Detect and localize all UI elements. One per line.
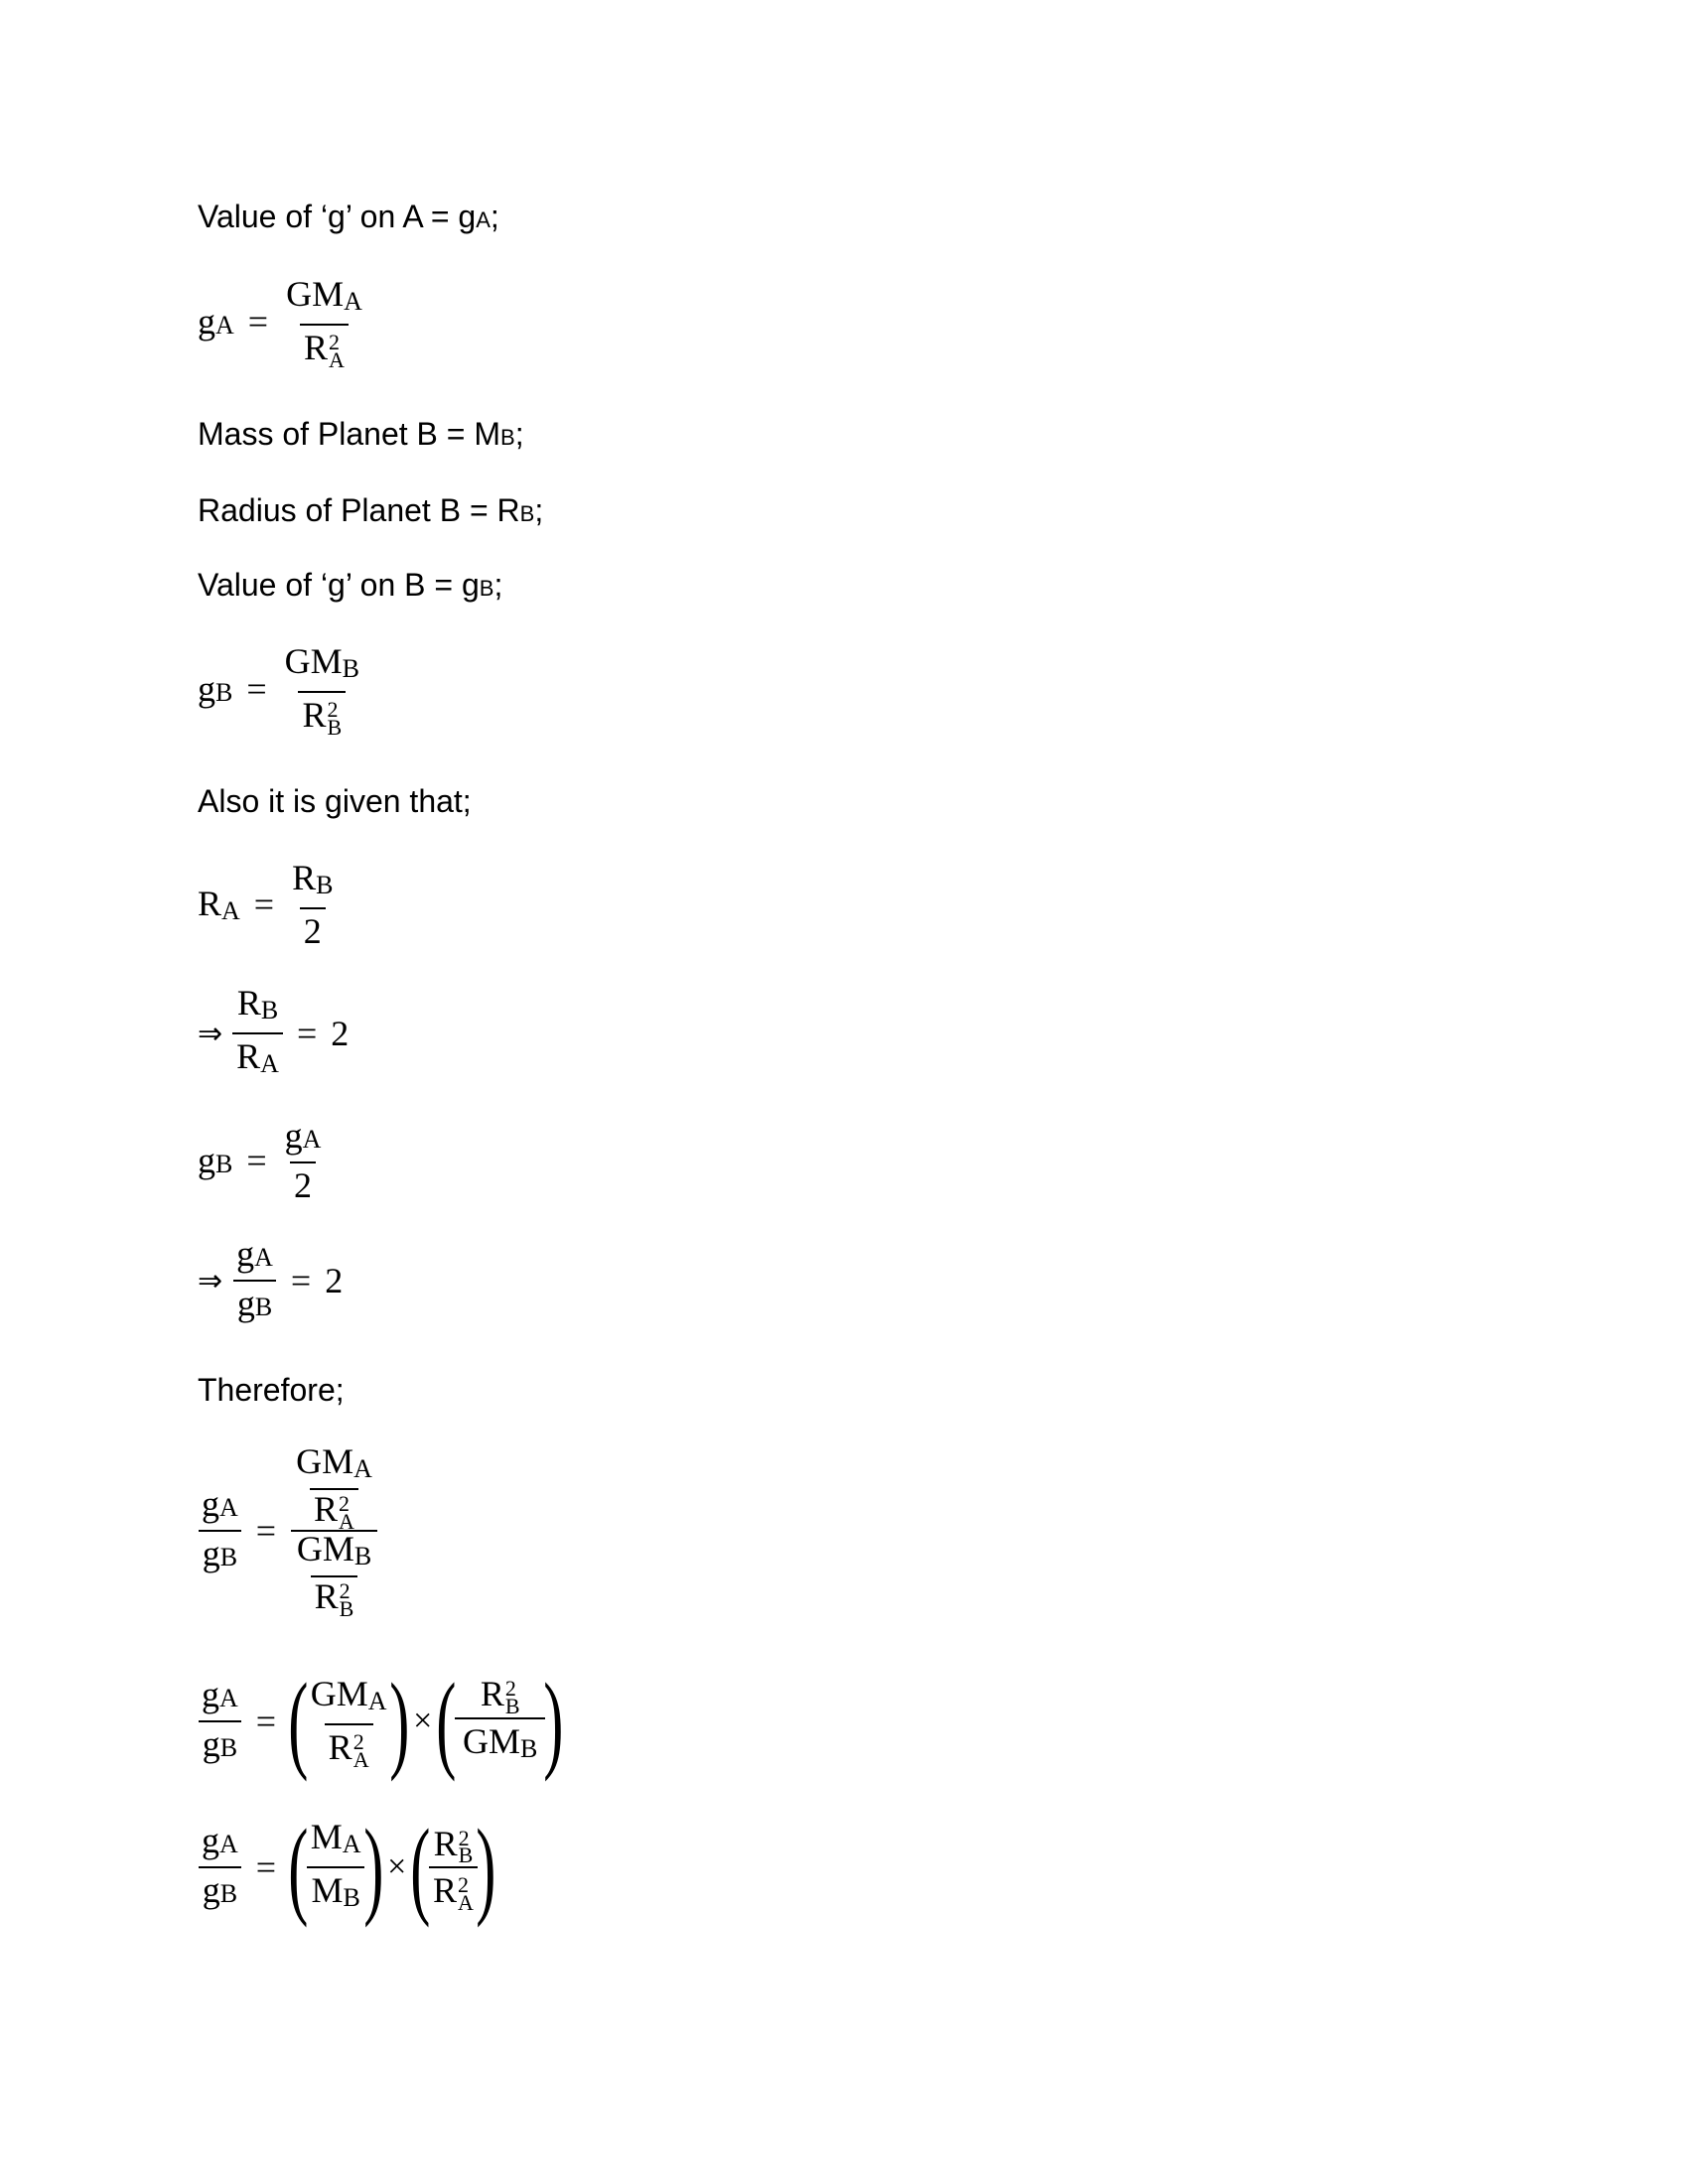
numerator: gA bbox=[202, 1675, 238, 1714]
numerator: MA bbox=[310, 1817, 361, 1858]
text-suffix: ; bbox=[514, 416, 524, 452]
equation-gA-definition bbox=[198, 274, 366, 372]
fraction bbox=[429, 1823, 478, 1915]
fraction bbox=[281, 1116, 326, 1205]
value-two: 2 bbox=[331, 1014, 350, 1053]
inner-fraction-bottom: GMB R 2 B bbox=[296, 1529, 372, 1622]
numerator: R 2 B bbox=[433, 1823, 474, 1868]
right-paren: ) bbox=[362, 1807, 383, 1928]
denominator: MB bbox=[307, 1866, 363, 1918]
right-paren: ) bbox=[543, 1661, 564, 1782]
equals-sign: = bbox=[253, 885, 275, 924]
equation-gB-gA-relation bbox=[198, 1116, 325, 1205]
denominator: R 2 A bbox=[300, 324, 349, 368]
numerator: RB bbox=[236, 983, 279, 1024]
text-content: Also it is given that; bbox=[198, 783, 472, 819]
fraction bbox=[288, 858, 337, 951]
denominator: gB bbox=[199, 1866, 241, 1914]
equals-sign: = bbox=[255, 1847, 277, 1887]
text-therefore bbox=[198, 1370, 345, 1410]
symbol-gB: gB bbox=[198, 1141, 233, 1180]
equation-gB-definition bbox=[198, 641, 363, 740]
times-sign: × bbox=[387, 1848, 407, 1885]
numerator: gA bbox=[236, 1234, 273, 1274]
equals-sign: = bbox=[246, 668, 267, 709]
equation-mass-radius-ratio bbox=[198, 1807, 496, 1928]
text-prefix: Value of ‘g’ on B = g bbox=[198, 567, 480, 603]
implies-arrow-icon: ⇒ bbox=[198, 1263, 223, 1298]
left-paren: ( bbox=[436, 1661, 457, 1782]
equals-sign: = bbox=[247, 301, 269, 341]
fraction bbox=[232, 983, 283, 1084]
denominator: 2 bbox=[290, 1161, 316, 1205]
equation-compound-fraction bbox=[198, 1441, 378, 1622]
text-prefix: Value of ‘g’ on A = g bbox=[198, 199, 477, 234]
denominator: gB bbox=[199, 1720, 241, 1768]
equals-sign: = bbox=[296, 1014, 318, 1053]
fraction bbox=[455, 1674, 545, 1768]
text-subscript: B bbox=[519, 501, 535, 526]
right-paren: ) bbox=[388, 1661, 409, 1782]
equation-RA-RB-relation bbox=[198, 858, 337, 951]
left-paren: ( bbox=[410, 1807, 431, 1928]
equation-g-ratio bbox=[198, 1234, 343, 1327]
fraction-lhs bbox=[198, 1675, 242, 1768]
equals-sign: = bbox=[246, 1141, 267, 1180]
denominator: 2 bbox=[300, 907, 326, 951]
text-prefix: Mass of Planet B = M bbox=[198, 416, 501, 452]
text-also-given bbox=[198, 781, 472, 821]
numerator: GMA bbox=[310, 1674, 387, 1716]
denominator: R 2 A bbox=[325, 1723, 373, 1768]
times-sign: × bbox=[413, 1703, 433, 1739]
implies-arrow-icon: ⇒ bbox=[198, 1016, 223, 1051]
denominator: RA bbox=[232, 1032, 283, 1084]
text-subscript: B bbox=[479, 576, 494, 601]
text-subscript: A bbox=[476, 207, 491, 232]
text-radius-B bbox=[198, 490, 543, 534]
denominator: gB bbox=[199, 1530, 241, 1577]
numerator: RB bbox=[292, 858, 334, 899]
symbol-gB: gB bbox=[198, 668, 233, 709]
text-content: Therefore; bbox=[198, 1372, 345, 1408]
equation-radius-ratio bbox=[198, 983, 349, 1084]
equation-product-form bbox=[198, 1661, 564, 1782]
fraction bbox=[307, 1674, 391, 1773]
fraction bbox=[232, 1234, 277, 1327]
fraction bbox=[307, 1817, 365, 1918]
denominator: R 2 B bbox=[298, 691, 346, 736]
symbol-RA: RA bbox=[198, 884, 240, 925]
value-two: 2 bbox=[325, 1261, 344, 1300]
equals-sign: = bbox=[255, 1511, 277, 1552]
fraction-lhs bbox=[198, 1484, 242, 1577]
fraction-compound bbox=[290, 1441, 378, 1622]
text-suffix: ; bbox=[534, 492, 544, 528]
numerator: GMA bbox=[286, 274, 362, 316]
numerator: GMB bbox=[284, 641, 360, 683]
denominator: R 2 A bbox=[429, 1866, 478, 1911]
numerator bbox=[290, 1441, 378, 1534]
text-prefix: Radius of Planet B = R bbox=[198, 492, 520, 528]
denominator: GMB bbox=[455, 1717, 545, 1769]
numerator: gA bbox=[202, 1484, 238, 1525]
fraction bbox=[281, 641, 363, 740]
text-mass-B bbox=[198, 414, 524, 458]
text-suffix: ; bbox=[490, 199, 499, 234]
text-value-g-B bbox=[198, 565, 502, 609]
left-paren: ( bbox=[288, 1807, 309, 1928]
left-paren: ( bbox=[288, 1661, 309, 1782]
denominator bbox=[291, 1529, 377, 1622]
equals-sign: = bbox=[255, 1702, 277, 1741]
numerator: R 2 B bbox=[480, 1674, 520, 1719]
fraction bbox=[282, 274, 366, 372]
text-subscript: B bbox=[500, 425, 515, 450]
equals-sign: = bbox=[290, 1261, 312, 1300]
numerator: gA bbox=[202, 1821, 238, 1860]
text-suffix: ; bbox=[493, 567, 503, 603]
symbol-gA: gA bbox=[198, 301, 234, 341]
denominator: gB bbox=[233, 1280, 276, 1327]
fraction-lhs bbox=[198, 1821, 242, 1914]
text-value-g-A bbox=[198, 197, 499, 240]
numerator: gA bbox=[284, 1116, 322, 1156]
right-paren: ) bbox=[476, 1807, 496, 1928]
inner-fraction-top: GMA R 2 A bbox=[296, 1441, 372, 1534]
